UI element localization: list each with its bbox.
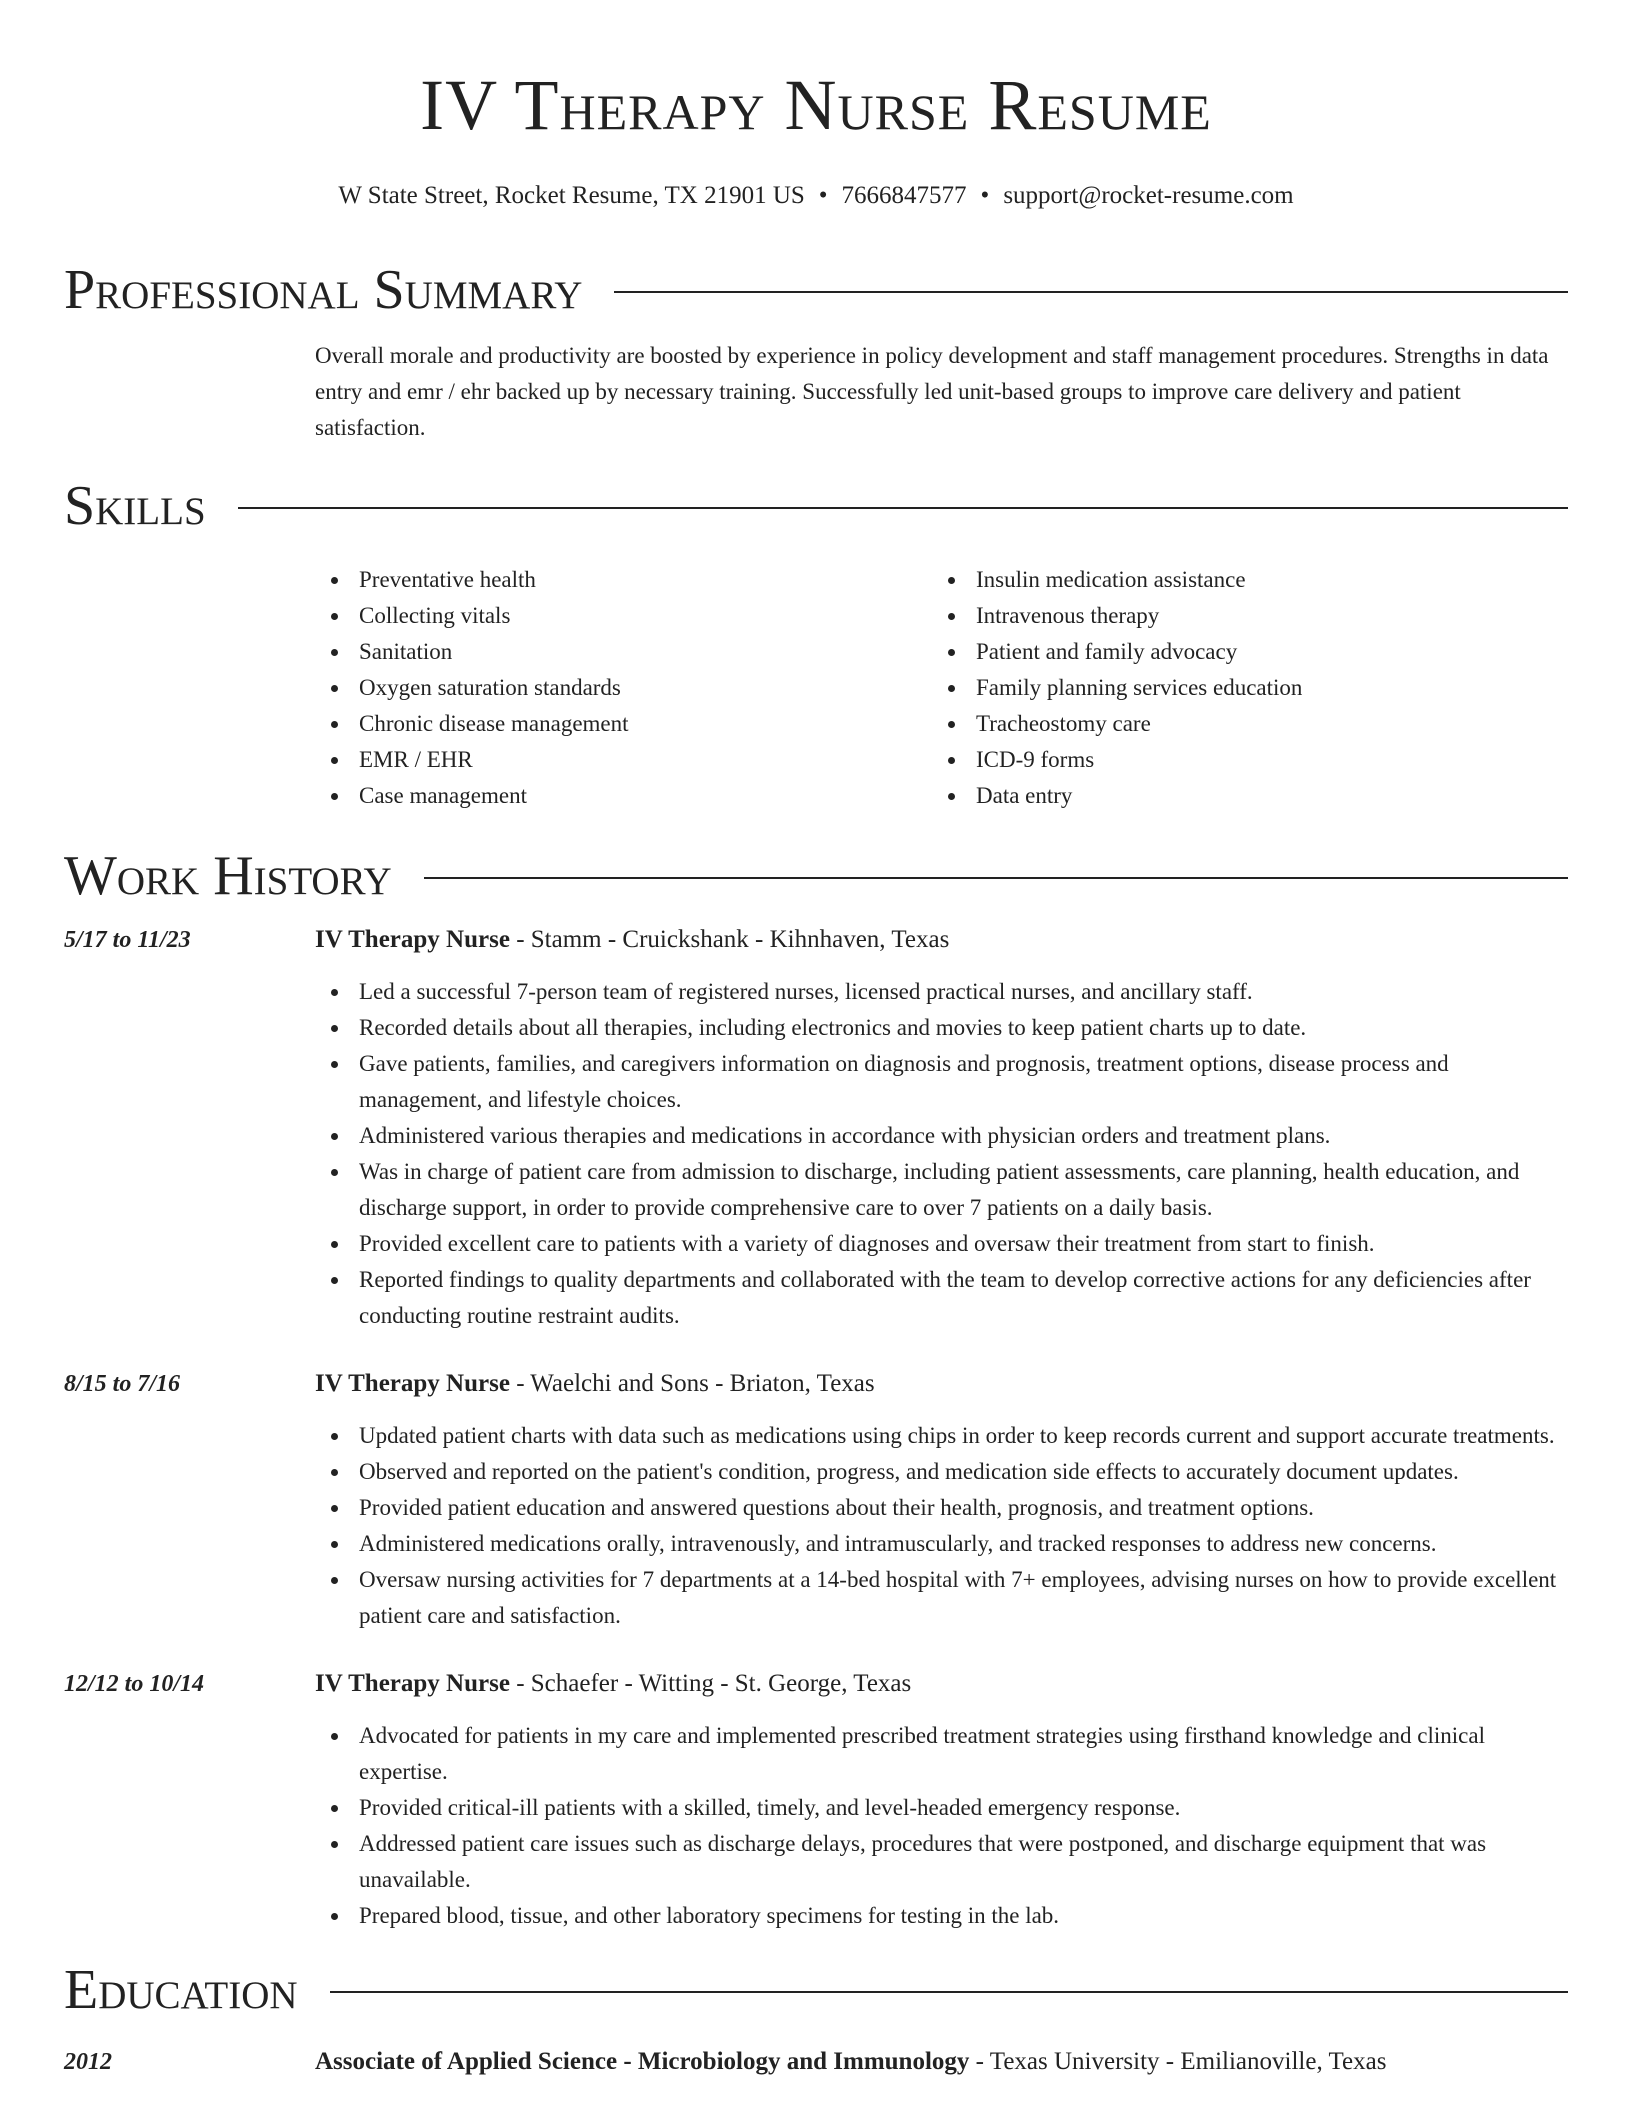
job-bullet: Provided excellent care to patients with a variety of diagnoses and oversaw their treatment from start to finish. [315, 1226, 1568, 1262]
job-bullet: Administered various therapies and medications in accordance with physician orders and treatment plans. [315, 1118, 1568, 1154]
job-employer: - Stamm - Cruickshank - Kihnhaven, Texas [509, 926, 950, 953]
contact-address: W State Street, Rocket Resume, TX 21901 US [338, 182, 805, 209]
skill-item: Chronic disease management [315, 706, 932, 742]
skill-item: Insulin medication assistance [932, 562, 1549, 598]
resume-page [64, 0, 1568, 2078]
skill-item: Intravenous therapy [932, 598, 1549, 634]
job-bullet: Gave patients, families, and caregivers information on diagnosis and prognosis, treatment options, disease process and management, and lifestyle choices. [315, 1046, 1568, 1118]
education-school: - Texas University - Emilianoville, Texas [969, 2048, 1387, 2075]
section-divider [614, 291, 1568, 293]
contact-separator: • [980, 182, 990, 209]
job-heading [315, 1668, 911, 1700]
section-divider [330, 1991, 1568, 1993]
job-bullet: Prepared blood, tissue, and other laboratory specimens for testing in the lab. [315, 1898, 1568, 1934]
work-heading: Work History [64, 845, 392, 907]
job-bullet: Provided critical-ill patients with a skilled, timely, and level-headed emergency response. [315, 1790, 1568, 1826]
job-bullet: Reported findings to quality departments and collaborated with the team to develop corrective actions for any deficiencies after conducting routine restraint audits. [315, 1262, 1568, 1334]
skill-item: EMR / EHR [315, 742, 932, 778]
skills-column-left [315, 562, 932, 814]
job-bullet: Recorded details about all therapies, including electronics and movies to keep patient charts up to date. [315, 1010, 1568, 1046]
skill-item: ICD-9 forms [932, 742, 1549, 778]
job-dates: 12/12 to 10/14 [64, 1671, 205, 1697]
skill-item: Preventative health [315, 562, 932, 598]
skills-list [315, 562, 1568, 814]
job-bullet: Led a successful 7-person team of registered nurses, licensed practical nurses, and ancillary staff. [315, 974, 1568, 1010]
skill-item: Family planning services education [932, 670, 1549, 706]
work-section-header [64, 846, 1568, 906]
job-bullet: Provided patient education and answered questions about their health, prognosis, and treatment options. [315, 1490, 1568, 1526]
education-heading: Education [64, 1959, 298, 2021]
skills-heading: Skills [64, 475, 206, 537]
skill-item: Case management [315, 778, 932, 814]
job-bullet: Advocated for patients in my care and implemented prescribed treatment strategies using firsthand knowledge and clinical expertise. [315, 1718, 1568, 1790]
job-entry [64, 924, 1568, 1334]
job-bullets [315, 1718, 1568, 1934]
job-bullet: Oversaw nursing activities for 7 departments at a 14-bed hospital with 7+ employees, advising nurses on how to provide excellent patient care and satisfaction. [315, 1562, 1568, 1634]
skills-section-header [64, 476, 1568, 536]
section-divider [238, 507, 1568, 509]
contact-line [64, 180, 1568, 212]
job-title: IV Therapy Nurse [315, 1370, 510, 1397]
job-bullet: Addressed patient care issues such as discharge delays, procedures that were postponed, and discharge equipment that was unavailable. [315, 1826, 1568, 1898]
job-bullets [315, 974, 1568, 1334]
job-bullet: Updated patient charts with data such as medications using chips in order to keep records current and support accurate treatments. [315, 1418, 1568, 1454]
job-bullet: Was in charge of patient care from admission to discharge, including patient assessments, care planning, health education, and discharge support, in order to provide comprehensive care to over 7 patients on a daily basis. [315, 1154, 1568, 1226]
summary-section-header [64, 260, 1568, 320]
job-heading [315, 1368, 875, 1400]
section-divider [424, 877, 1568, 879]
skill-item: Tracheostomy care [932, 706, 1549, 742]
education-degree: Associate of Applied Science - Microbiology and Immunology [315, 2048, 970, 2075]
summary-heading: Professional Summary [64, 259, 583, 321]
education-year: 2012 [64, 2049, 112, 2075]
job-title: IV Therapy Nurse [315, 1670, 510, 1697]
skill-item: Collecting vitals [315, 598, 932, 634]
job-bullets [315, 1418, 1568, 1634]
skill-item: Oxygen saturation standards [315, 670, 932, 706]
skill-item: Patient and family advocacy [932, 634, 1549, 670]
job-entry [64, 1668, 1568, 1934]
skill-item: Data entry [932, 778, 1549, 814]
skill-item: Sanitation [315, 634, 932, 670]
resume-title: IV Therapy Nurse Resume [420, 65, 1212, 145]
contact-separator: • [818, 182, 828, 209]
education-heading-line [315, 2046, 1386, 2078]
contact-email: support@rocket-resume.com [1003, 182, 1294, 209]
education-entry [64, 2046, 1568, 2078]
job-title: IV Therapy Nurse [315, 926, 510, 953]
job-heading [315, 924, 949, 956]
education-section-header [64, 1960, 1568, 2020]
job-dates: 5/17 to 11/23 [64, 927, 191, 953]
skills-column-right [932, 562, 1549, 814]
summary-text: Overall morale and productivity are boosted by experience in policy development and staff management procedures. Strengths in data entry and emr / ehr backed up by necessary training. Successfully led unit-based groups to improve care delivery and patient satisfaction. [315, 343, 1549, 440]
job-employer: - Schaefer - Witting - St. George, Texas [509, 1670, 912, 1697]
job-bullet: Administered medications orally, intravenously, and intramuscularly, and tracked responses to address new concerns. [315, 1526, 1568, 1562]
job-employer: - Waelchi and Sons - Briaton, Texas [509, 1370, 875, 1397]
job-entry [64, 1368, 1568, 1634]
job-bullet: Observed and reported on the patient's condition, progress, and medication side effects to accurately document updates. [315, 1454, 1568, 1490]
job-dates: 8/15 to 7/16 [64, 1371, 181, 1397]
contact-phone: 7666847577 [841, 182, 967, 209]
